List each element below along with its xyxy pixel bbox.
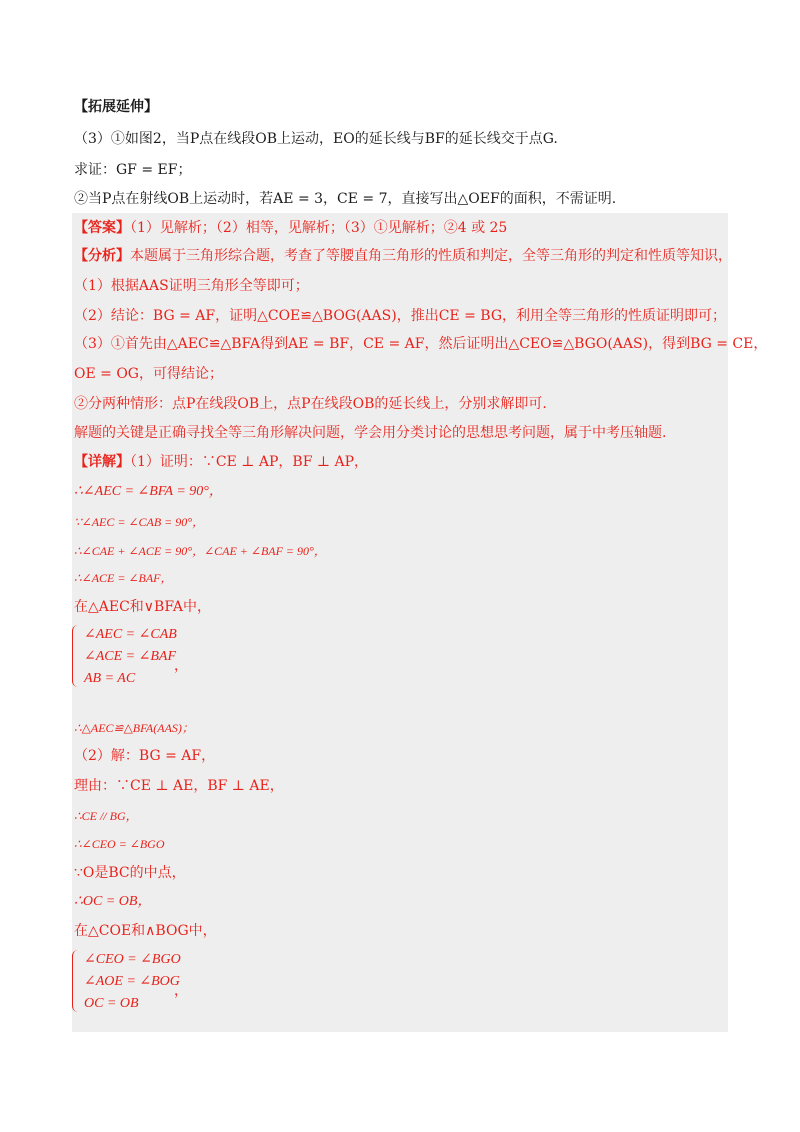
detail-line <box>74 452 368 472</box>
analysis-step3: （3）①首先由△AEC≌△BFA得到AE = BF，CE = AF，然后证明出△CEO≌△BGO(AAS)，得到BG = CE， <box>74 336 768 352</box>
system1-eq3: AB = AC <box>84 671 136 686</box>
detail-step6: 在△AEC和∨BFA中， <box>74 599 211 615</box>
answer-line <box>74 218 507 238</box>
system1-eq1: ∠AEC = ∠CAB <box>84 627 177 642</box>
system1-tail: ， <box>174 658 188 674</box>
analysis-line <box>74 246 732 266</box>
question-part3-line1: （3）①如图2，当P点在线段OB上运动，EO的延长线与BF的延长线交于点G. <box>74 131 558 147</box>
analysis-key-point: 解题的关键是正确寻找全等三角形解决问题，学会用分类讨论的思想思考问题，属于中考压轴题. <box>74 425 667 441</box>
system2 <box>84 949 181 1015</box>
detail-step1: （1）证明：∵CE ⊥ AP，BF ⊥ AP， <box>130 454 369 470</box>
system2-brace <box>72 950 81 1012</box>
question-part3-line3: ②当P点在射线OB上运动时，若AE = 3，CE = 7，直接写出△OEF的面积，不需证明. <box>74 191 617 207</box>
analysis-step3b: OE = OG，可得结论； <box>74 366 223 382</box>
analysis-step1: （1）根据AAS证明三角形全等即可； <box>74 278 309 294</box>
system1-eq2: ∠ACE = ∠BAF <box>84 649 177 664</box>
analysis-step2: （2）结论：BG = AF，证明△COE≌△BOG(AAS)，推出CE = BG，利用全等三角形的性质证明即可； <box>74 308 727 324</box>
detail-step14: 在△COE和∧BOG中， <box>74 923 217 939</box>
system1-brace <box>72 625 81 687</box>
detail-step3: ∵∠AEC = ∠CAB = 90°， <box>74 515 205 529</box>
analysis-label: 【分析】 <box>74 248 130 264</box>
detail-step12: ∵O是BC的中点， <box>74 865 186 881</box>
detail-step4: ∴∠CAE + ∠ACE = 90°，∠CAE + ∠BAF = 90°， <box>74 544 326 558</box>
detail-step9: 理由：∵CE ⊥ AE，BF ⊥ AE， <box>74 778 284 794</box>
detail-step11: ∴∠CEO = ∠BGO <box>74 837 165 851</box>
answer-label: 【答案】 <box>74 220 130 236</box>
system2-eq2: ∠AOE = ∠BOG <box>84 974 180 989</box>
system2-eq1: ∠CEO = ∠BGO <box>84 952 181 967</box>
system2-tail: ， <box>174 983 188 999</box>
analysis-text: 本题属于三角形综合题，考查了等腰直角三角形的性质和判定，全等三角形的判定和性质等知识， <box>130 248 732 264</box>
detail-step10: ∴CE // BG， <box>74 809 138 823</box>
system2-eq3: OC = OB <box>84 996 139 1011</box>
detail-step8: （2）解：BG = AF， <box>74 748 216 764</box>
detail-step13: ∴OC = OB， <box>74 894 152 909</box>
analysis-step4: ②分两种情形：点P在线段OB上，点P在线段OB的延长线上，分别求解即可. <box>74 396 547 412</box>
system1 <box>84 624 177 690</box>
detail-step5: ∴∠ACE = ∠BAF， <box>74 571 173 585</box>
answer-text: （1）见解析；（2）相等，见解析；（3）①见解析；②4 或 25 <box>130 220 508 236</box>
section-title: 【拓展延伸】 <box>74 99 158 115</box>
detail-step2: ∴∠AEC = ∠BFA = 90°， <box>74 484 223 499</box>
detail-label: 【详解】 <box>74 454 130 470</box>
question-part3-line2: 求证：GF = EF； <box>74 162 192 178</box>
detail-step7: ∴△AEC≌△BFA(AAS)； <box>74 721 194 735</box>
